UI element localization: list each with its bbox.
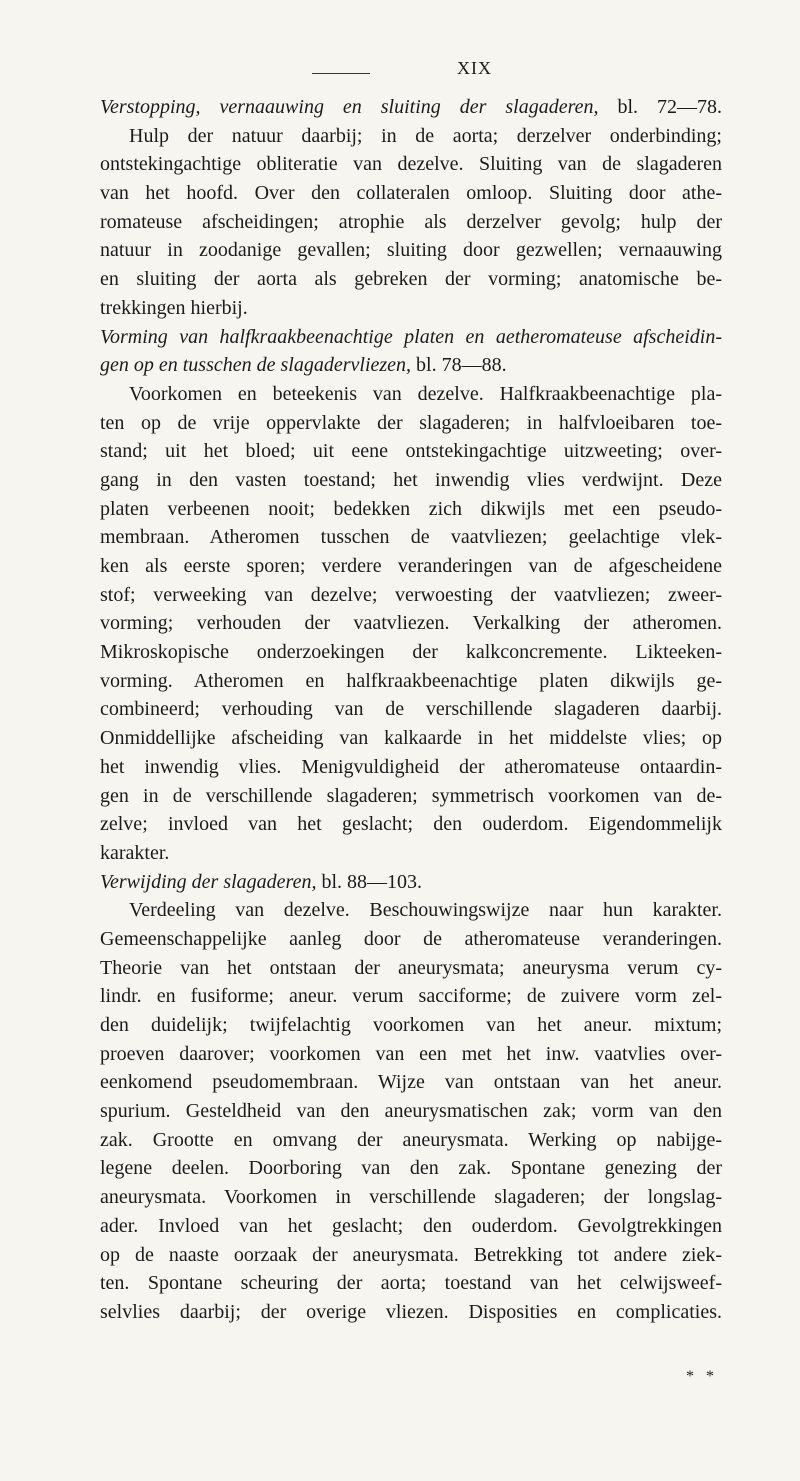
text-line: vorming. Atheromen en halfkraakbeenachtige platen dikwijls ge- (100, 669, 722, 692)
text-line: Gemeenschappelijke aanleg door de atheromateuse veranderingen. (100, 927, 722, 950)
text-line: gang in den vasten toestand; het inwendig vlies verdwijnt. Deze (100, 468, 722, 491)
text-line: den duidelijk; twijfelachtig voorkomen van het aneur. mixtum; (100, 1014, 722, 1036)
text-line: stof; verweeking van dezelve; verwoesting der vaatvliezen; zweer- (100, 583, 722, 606)
section-title: Verstopping, vernaauwing en sluiting der slagaderen, (100, 96, 599, 118)
text-line: ader. Invloed van het geslacht; den ouderdom. Gevolgtrekkingen (100, 1214, 722, 1237)
text-line: lindr. en fusiforme; aneur. verum sacciforme; de zuivere vorm zel- (100, 985, 722, 1008)
text-line: combineerd; verhouding van de verschillende slagaderen daarbij. (100, 698, 722, 721)
footer-ornament: * * (686, 1368, 718, 1385)
text-line: platen verbeenen nooit; bedekken zich dikwijls met een pseudo- (100, 497, 722, 520)
text-line: Theorie van het ontstaan der aneurysmata; aneurysma verum cy- (100, 956, 722, 979)
section-heading (100, 868, 722, 897)
text-line: vorming; verhouden der vaatvliezen. Verkalking der atheromen. (100, 612, 722, 635)
text-line: op de naaste oorzaak der aneurysmata. Betrekking tot andere ziek- (100, 1243, 722, 1266)
page-number: XIX (457, 58, 492, 78)
section-pages: bl. 72—78. (598, 96, 723, 118)
text-line: en sluiting der aorta als gebreken der vorming; anatomische be- (100, 268, 722, 291)
text-line: natuur in zoodanige gevallen; sluiting door gezwellen; vernaauwing (100, 239, 722, 262)
text-line: spurium. Gesteldheid van den aneurysmatischen zak; vorm van den (100, 1100, 722, 1123)
text-line: Hulp der natuur daarbij; in de aorta; derzelver onderbinding; (129, 124, 722, 147)
section-pages: bl. 88—103. (316, 870, 423, 893)
text-line: aneurysmata. Voorkomen in verschillende slagaderen; der longslag- (100, 1186, 722, 1209)
text-line: zelve; invloed van het geslacht; den ouderdom. Eigendommelijk (100, 813, 722, 836)
table-of-contents-text (100, 93, 722, 1327)
text-line: ten op de vrije oppervlakte der slagaderen; in halfvloeibaren toe- (100, 411, 722, 434)
text-line: proeven daarover; voorkomen van een met het inw. vaatvlies over- (100, 1042, 722, 1065)
text-line: ontstekingachtige obliteratie van dezelve. Sluiting van de slagaderen (100, 153, 722, 176)
text-line: selvlies daarbij; der overige vliezen. Disposities en complicaties. (100, 1300, 722, 1323)
text-line: legene deelen. Doorboring van den zak. Spontane genezing der (100, 1157, 722, 1180)
text-line: romateuse afscheidingen; atrophie als derzelver gevolg; hulp der (100, 210, 722, 233)
text-line: ken als eerste sporen; verdere veranderingen van de afgescheidene (100, 555, 722, 577)
header-rule (312, 73, 370, 74)
section-pages: bl. 78—88. (411, 354, 507, 377)
section-heading (100, 93, 722, 122)
text-line: eenkomend pseudomembraan. Wijze van ontstaan van het aneur. (100, 1071, 722, 1094)
text-line: gen in de verschillende slagaderen; symmetrisch voorkomen van de- (100, 784, 722, 807)
text-line: stand; uit het bloed; uit eene ontstekingachtige uitzweeting; over- (100, 440, 722, 463)
section-title: Verwijding der slagaderen, (100, 870, 317, 893)
text-line: zak. Grootte en omvang der aneurysmata. Werking op nabijge- (100, 1128, 722, 1151)
text-line: Verdeeling van dezelve. Beschouwingswijze naar hun karakter. (129, 899, 722, 922)
section-heading-line: Vorming van halfkraakbeenachtige platen en aetheromateuse afscheidin- (100, 325, 722, 348)
text-line: trekkingen hierbij. (100, 296, 248, 319)
text-line: van het hoofd. Over den collateralen omloop. Sluiting door athe- (100, 182, 722, 205)
text-line: het inwendig vlies. Menigvuldigheid der atheromateuse ontaardin- (100, 755, 722, 778)
text-line: Onmiddellijke afscheiding van kalkaarde in het middelste vlies; op (100, 727, 722, 750)
text-line: Mikroskopische onderzoekingen der kalkconcremente. Likteeken- (100, 641, 722, 664)
text-line: Voorkomen en beteekenis van dezelve. Halfkraakbeenachtige pla- (129, 382, 722, 405)
text-line: ten. Spontane scheuring der aorta; toestand van het celwijsweef- (100, 1272, 722, 1295)
section-title: gen op en tusschen de slagadervliezen, (100, 354, 412, 377)
section-heading (100, 351, 722, 380)
text-line: karakter. (100, 841, 170, 864)
text-line: membraan. Atheromen tusschen de vaatvliezen; geelachtige vlek- (100, 526, 722, 549)
